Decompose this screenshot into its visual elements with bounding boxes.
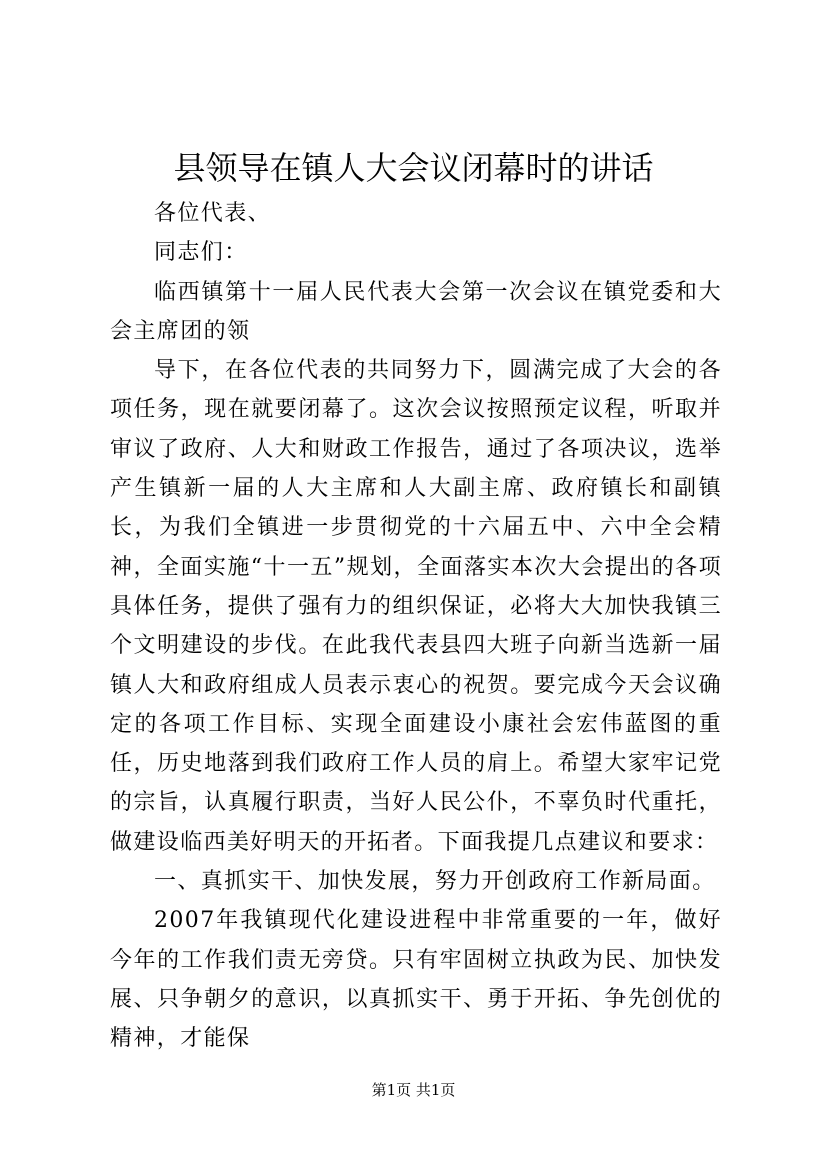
paragraph-main: 导下，在各位代表的共同努力下，圆满完成了大会的各项任务，现在就要闭幕了。这次会议按照预定议程，听取并审议了政府、人大和财政工作报告，通过了各项决议，选举产生镇新一届的人大主席和人大副主席、政府镇长和副镇长，为我们全镇进一步贯彻党的十六届五中、六中全会精神，全面实施“十一五”规划，全面落实本次大会提出的各项具体任务，提供了强有力的组织保证，必将大大加快我镇三个文明建设的步伐。在此我代表县四大班子向新当选新一届镇人大和政府组成人员表示衷心的祝贺。要完成今天会议确定的各项工作目标、实现全面建设小康社会宏伟蓝图的重任，历史地落到我们政府工作人员的肩上。希望大家牢记党的宗旨，认真履行职责，当好人民公仆，不辜负时代重托，做建设临西美好明天的开拓者。下面我提几点建议和要求： <box>110 358 722 855</box>
paragraph-section-heading: 一、真抓实干、加快发展，努力开创政府工作新局面。 <box>154 869 716 895</box>
paragraph-salutation-2: 同志们： <box>154 240 248 266</box>
document-body <box>110 194 722 1059</box>
paragraph-section-body: 2007年我镇现代化建设进程中非常重要的一年，做好今年的工作我们责无旁贷。只有牢固树立执政为民、加快发展、只争朝夕的意识，以真抓实干、勇于开拓、争先创优的精神，才能保 <box>110 908 722 1052</box>
page-footer: 第1页 共1页 <box>371 1081 456 1099</box>
paragraph-opening: 临西镇第十一届人民代表大会第一次会议在镇党委和大会主席团的领 <box>110 279 722 344</box>
paragraph-salutation-1: 各位代表、 <box>154 201 272 226</box>
document-title: 县领导在镇人大会议闭幕时的讲话 <box>173 149 654 187</box>
